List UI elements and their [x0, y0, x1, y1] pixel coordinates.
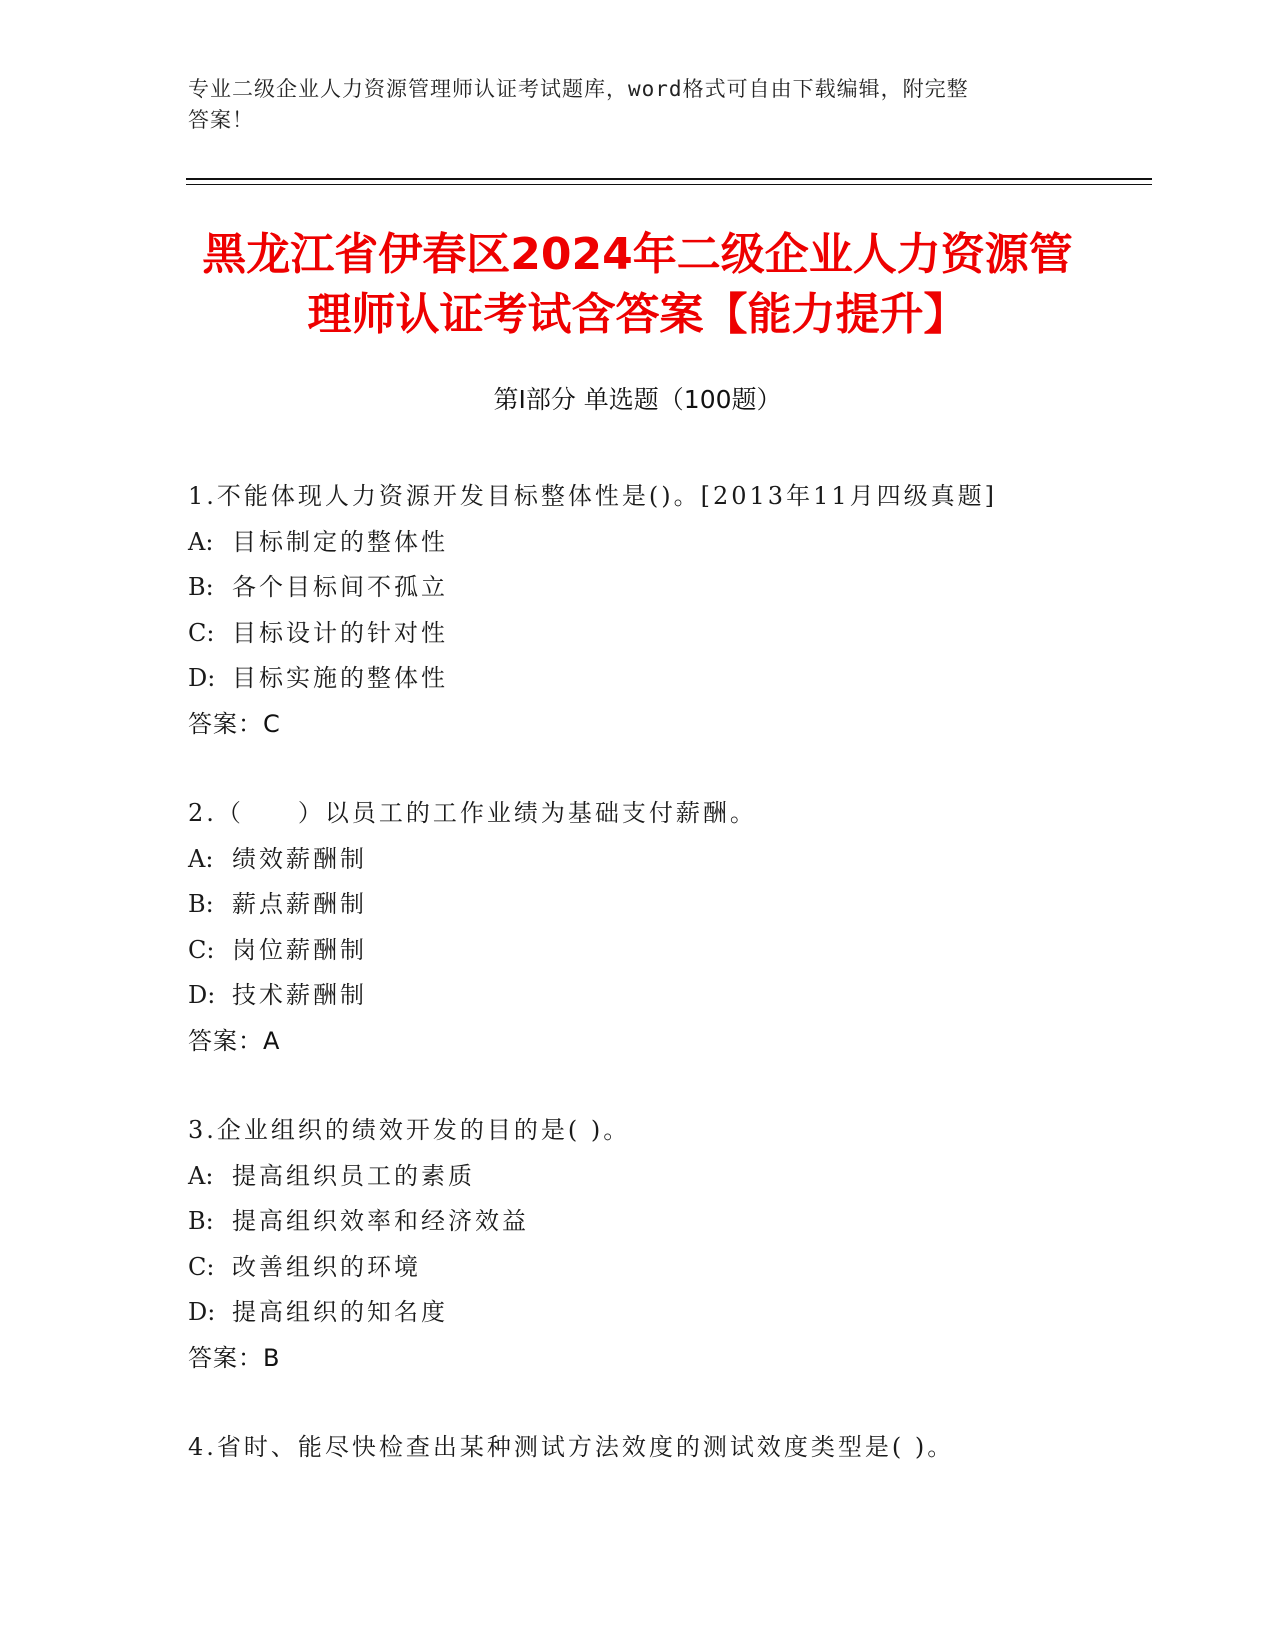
- option-letter: C:: [188, 618, 215, 647]
- option-d: [188, 973, 1148, 1019]
- option-c: [188, 611, 1148, 657]
- question-stem: 2.（ ）以员工的工作业绩为基础支付薪酬。: [188, 799, 757, 827]
- header-divider-thin: [186, 184, 1152, 185]
- option-c: [188, 928, 1148, 974]
- header-note: [188, 74, 1088, 136]
- option-letter: A:: [188, 527, 214, 556]
- option-letter: A:: [188, 844, 214, 873]
- option-b: [188, 882, 1148, 928]
- option-letter: B:: [188, 573, 214, 601]
- question-list: [188, 474, 1148, 1515]
- option-letter: C:: [188, 1252, 215, 1281]
- header-divider-thick: [186, 178, 1152, 180]
- option-letter: C:: [188, 935, 215, 964]
- option-letter: D:: [188, 1298, 216, 1326]
- section-title: 第Ⅰ部分 单选题（100题）: [493, 385, 782, 414]
- header-note-line-2: 答案！: [188, 108, 254, 132]
- header-note-line-1: 专业二级企业人力资源管理师认证考试题库，word格式可自由下载编辑，附完整: [188, 77, 969, 101]
- option-d: [188, 656, 1148, 702]
- option-text: 目标实施的整体性: [232, 664, 448, 692]
- option-text: 目标设计的针对性: [232, 618, 448, 647]
- document-title-line-1: 黑龙江省伊春区2024年二级企业人力资源管: [202, 229, 1073, 280]
- option-a: [188, 520, 1148, 566]
- option-letter: D:: [188, 664, 216, 692]
- question-3: [188, 1108, 1148, 1381]
- document-title-line-2: 理师认证考试含答案【能力提升】: [307, 289, 968, 340]
- option-d: [188, 1290, 1148, 1336]
- question-4: [188, 1425, 1148, 1471]
- option-a: [188, 837, 1148, 883]
- question-2: [188, 791, 1148, 1064]
- option-text: 改善组织的环境: [232, 1252, 421, 1281]
- option-text: 各个目标间不孤立: [232, 573, 448, 601]
- question-stem: 4.省时、能尽快检查出某种测试方法效度的测试效度类型是( )。: [188, 1433, 955, 1461]
- option-text: 岗位薪酬制: [232, 935, 367, 964]
- question-stem: 3.企业组织的绩效开发的目的是( )。: [188, 1116, 631, 1144]
- answer-line: 答案：B: [188, 1343, 281, 1372]
- option-a: [188, 1154, 1148, 1200]
- question-stem: 1.不能体现人力资源开发目标整体性是()。[2013年11月四级真题]: [188, 482, 997, 510]
- question-1: [188, 474, 1148, 747]
- option-text: 目标制定的整体性: [232, 527, 448, 556]
- document-title: [150, 225, 1125, 345]
- option-letter: B:: [188, 890, 214, 918]
- option-b: [188, 1199, 1148, 1245]
- option-text: 技术薪酬制: [232, 981, 367, 1009]
- option-b: [188, 565, 1148, 611]
- option-letter: D:: [188, 981, 216, 1009]
- option-text: 绩效薪酬制: [232, 844, 367, 873]
- answer-line: 答案：A: [188, 1026, 281, 1055]
- option-letter: A:: [188, 1161, 214, 1190]
- option-text: 提高组织的知名度: [232, 1298, 448, 1326]
- option-text: 薪点薪酬制: [232, 890, 367, 918]
- answer-line: 答案：C: [188, 709, 281, 738]
- option-text: 提高组织员工的素质: [232, 1161, 475, 1190]
- option-c: [188, 1245, 1148, 1291]
- option-letter: B:: [188, 1207, 214, 1235]
- option-text: 提高组织效率和经济效益: [232, 1207, 529, 1235]
